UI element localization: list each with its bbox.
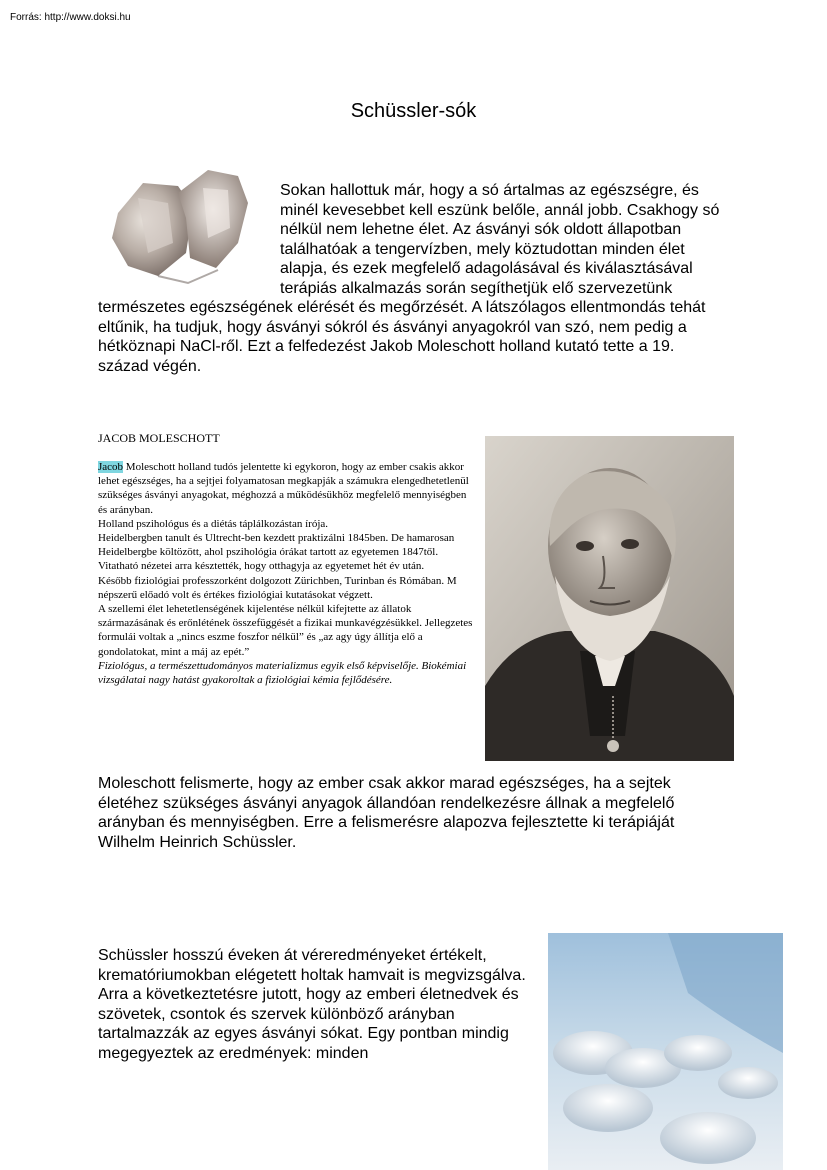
source-label: Forrás: http://www.doksi.hu — [10, 12, 131, 23]
bio-paragraph: Holland pszihológus és a diétás táplálkozástan írója. — [98, 517, 329, 530]
intro-paragraph — [98, 181, 723, 376]
body-paragraph: Schüssler hosszú éveken át véreredményeket értékelt, krematóriumokban elégetett holtak hamvait is megvizsgálva. Arra a következtetésre jutott, hogy az emberi életnedvek és szövetek, csontok és szervek különböző arányban tartalmazzák az egyes ásványi sókat. Egy pontban mindig megegyeztek az eredmények: minden — [98, 947, 526, 1062]
bio-text-block — [98, 460, 478, 687]
intro-text: Sokan hallottuk már, hogy a só ártalmas az egészségre, és minél kevesebbet kell eszünk belőle, annál jobb. Csakhogy só nélkül nem lehetne élet. Az ásványi sók oldott állapotban találhatóak a tengervízben, mely köztudottan minden élet alapja, és ezek megfelelő adagolásával és kiválasztásával terápiás alkalmazás során segíthetjük elő szervezetünk természetes egészségének elérését és megőrzését. A látszólagos ellentmondás tehát eltűnik, ha tudjuk, hogy ásványi sókról és ásványi anyagokról van szó, nem pedig a hétköznapi NaCl-ről. Ezt a felfedezést Jakob Moleschott holland kutató tette a 19. század végén. — [98, 182, 720, 375]
bio-paragraph-text: Moleschott holland tudós jelentette ki egykoron, hogy az ember csakis akkor lehet egészséges, ha a sejtjei folyamatosan megkapják a számukra elengedhetetlenül szükséges ásványi anyagokat, méghozzá a működésükhöz megfelelő mennyiségben és arányban. — [98, 461, 469, 516]
moleschott-portrait-image — [485, 436, 734, 761]
bio-paragraph-italic: Fiziológus, a természettudományos materializmus egyik első képviselője. Biokémiai vizsgálatai nagy hatást gyakoroltak a fiziológiai kémia fejlődésére. — [98, 659, 467, 687]
search-highlight: Jacob — [98, 461, 124, 473]
bio-paragraph: Heidelbergben tanult és Ultrecht-ben kezdett praktizálni 1845ben. De hamarosan Heidelbergbe költözött, ahol pszihológia órákat tartott az egyetemen 1847től. Vitatható nézetei arra késztették, hogy otthagyja az egyetemet hét év után. — [98, 532, 455, 573]
bio-paragraph — [98, 460, 478, 517]
body-paragraph: Moleschott felismerte, hogy az ember csak akkor marad egészséges, ha a sejtek életéhez szükséges ásványi anyagok állandóan rendelkezésre állnak a megfelelő arányban és mennyiségben. Erre a felismerésre alapozva fejlesztette ki terápiáját Wilhelm Heinrich Schüssler. — [98, 775, 675, 851]
bio-paragraph: Később fiziológiai professzorként dolgozott Zürichben, Turinban és Rómában. M népszerű előadó volt és értékes fiziológiai kutatásokat végzett. — [98, 574, 457, 601]
bio-paragraph: A szellemi élet lehetetlenségének kijelentése nélkül kifejtette az állatok származásának és erőnlétének összefüggését a fizikai munkavégzésükkel. Jellegzetes formulái voltak a „nincs eszme foszfor nélkül” és „az agy úgy állítja elő a gondolatokat, mint a máj az epét.” — [98, 603, 473, 658]
bio-heading: JACOB MOLESCHOTT — [98, 431, 220, 445]
page-title: Schüssler-sók — [350, 100, 477, 122]
pills-image — [548, 933, 783, 1170]
